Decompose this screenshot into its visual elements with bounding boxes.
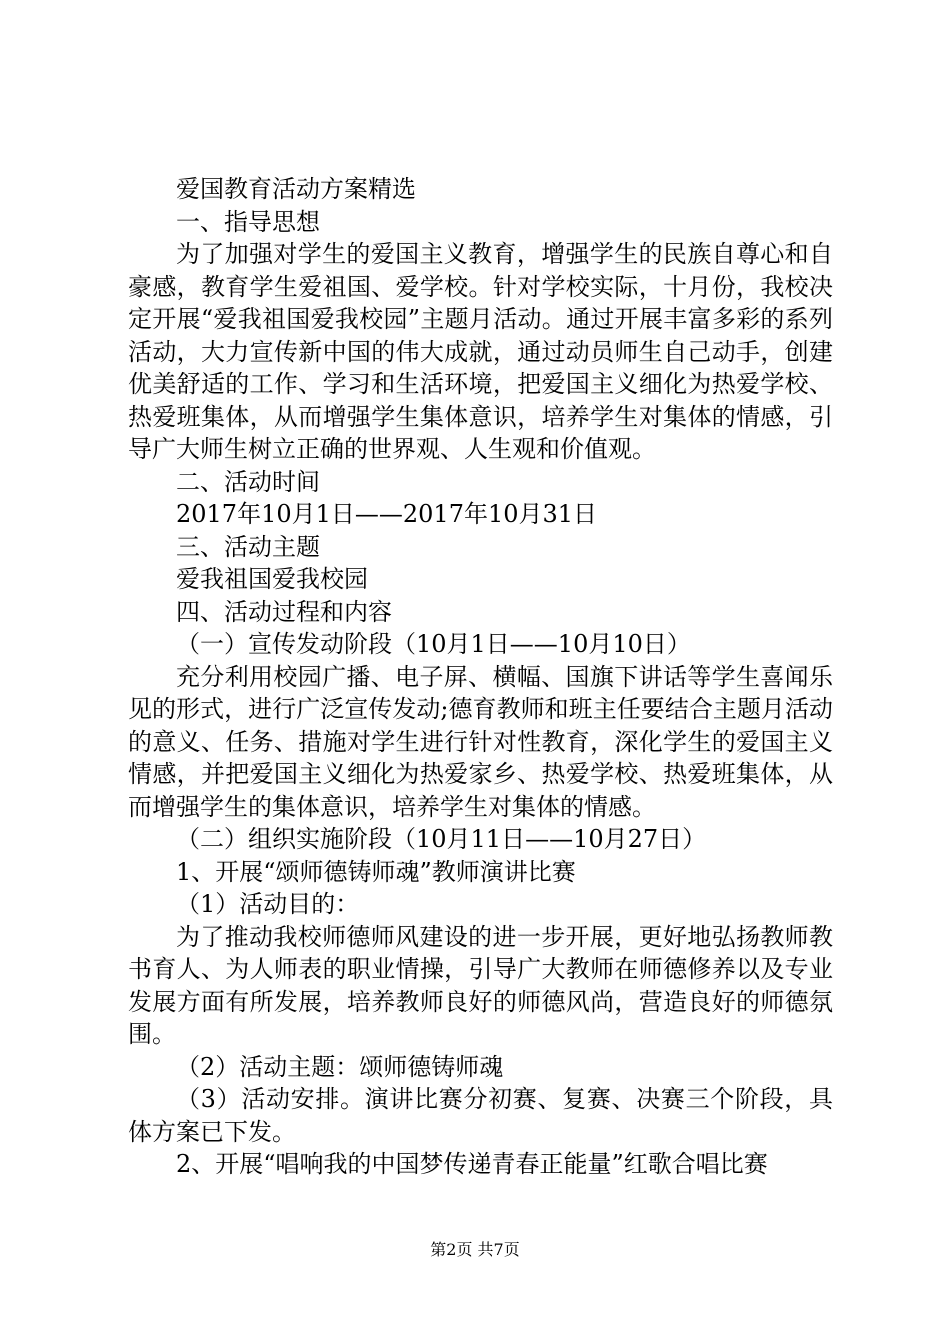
paragraph-publicity: 充分利用校园广播、电子屏、横幅、国旗下讲话等学生喜闻乐见的形式，进行广泛宣传发动;德育教师和班主任要结合主题月活动的意义、任务、措施对学生进行针对性教育，深化学生的爱国主义情感，并把爱国主义细化为热爱家乡、热爱学校、热爱班集体，从而增强学生的集体意识，培养学生对集体的情感。 <box>128 662 833 821</box>
activity-time-range: 2017年10月1日——2017年10月31日 <box>176 500 598 528</box>
document-body <box>128 173 833 1181</box>
section-heading-guiding-thought: 一、指导思想 <box>176 207 320 236</box>
section-heading-activity-theme: 三、活动主题 <box>176 532 320 561</box>
item-heading-speech-contest: 1、开展“颂师德铸师魂”教师演讲比赛 <box>176 857 576 886</box>
sub-heading-theme: （2）活动主题：颂师德铸师魂 <box>176 1052 504 1081</box>
paragraph-guiding-thought: 为了加强对学生的爱国主义教育，增强学生的民族自尊心和自豪感，教育学生爱祖国、爱学校。针对学校实际，十月份，我校决定开展“爱我祖国爱我校园”主题月活动。通过开展丰富多彩的系列活动，大力宣传新中国的伟大成就，通过动员师生自己动手，创建优美舒适的工作、学习和生活环境，把爱国主义细化为热爱学校、热爱班集体，从而增强学生集体意识，培养学生对集体的情感，引导广大师生树立正确的世界观、人生观和价值观。 <box>128 240 833 463</box>
item-heading-choir-contest: 2、开展“唱响我的中国梦传递青春正能量”红歌合唱比赛 <box>176 1150 768 1178</box>
activity-theme-text: 爱我祖国爱我校园 <box>176 565 368 593</box>
paragraph-purpose: 为了推动我校师德师风建设的进一步开展，更好地弘扬教师教书育人、为人师表的职业情操，引导广大教师在师德修养以及专业发展方面有所发展，培养教师良好的师德风尚，营造良好的师德氛围。 <box>128 922 833 1048</box>
section-heading-process-content: 四、活动过程和内容 <box>176 597 392 626</box>
sub-heading-arrangement: （3）活动安排。演讲比赛分初赛、复赛、决赛三个阶段，具体方案已下发。 <box>128 1085 833 1146</box>
phase-heading-implementation: （二）组织实施阶段（10月11日——10月27日） <box>176 825 707 853</box>
page-footer <box>0 1240 950 1260</box>
page-number-label: 第2页 共7页 <box>430 1240 520 1259</box>
section-heading-activity-time: 二、活动时间 <box>176 467 320 496</box>
sub-heading-purpose: （1）活动目的： <box>176 890 360 918</box>
document-title: 爱国教育活动方案精选 <box>176 175 416 203</box>
phase-heading-publicity: （一）宣传发动阶段（10月1日——10月10日） <box>176 630 691 658</box>
